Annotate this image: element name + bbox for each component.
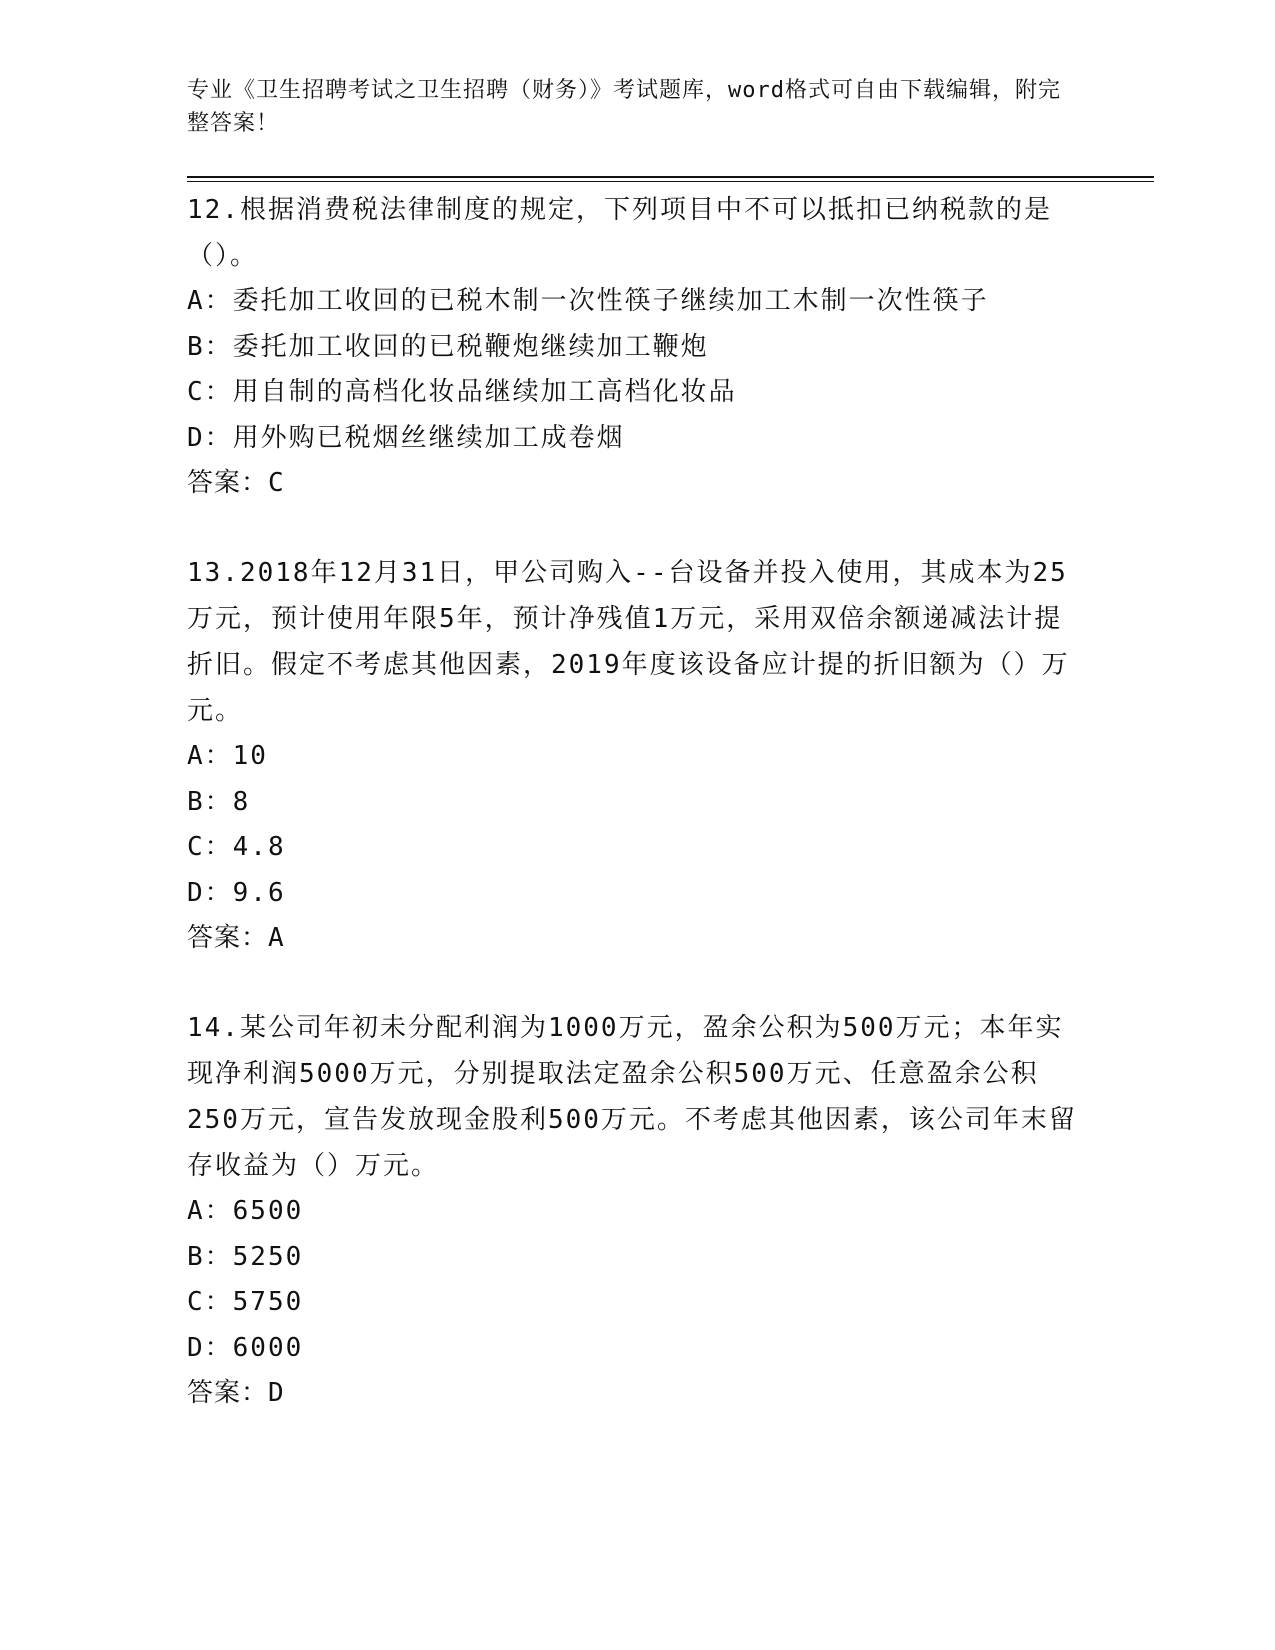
option-c: C：用自制的高档化妆品继续加工高档化妆品 [187, 377, 737, 407]
option-c: C：5750 [187, 1287, 304, 1317]
question-stem: 13.2018年12月31日，甲公司购入--台设备并投入使用，其成本为25万元，预计使用年限5年，预计净残值1万元，采用双倍余额递减法计提折旧。假定不考虑其他因素，2019年度该设备应计提的折旧额为（）万元。 [187, 558, 1070, 726]
option-c: C：4.8 [187, 832, 286, 862]
header-divider-thin [187, 181, 1154, 182]
question-13 [187, 550, 1077, 961]
answer: 答案：D [187, 1378, 285, 1408]
question-stem: 14.某公司年初未分配利润为1000万元，盈余公积为500万元；本年实现净利润5000万元，分别提取法定盈余公积500万元、任意盈余公积250万元，宣告发放现金股利500万元。不考虑其他因素，该公司年末留存收益为（）万元。 [187, 1013, 1077, 1181]
option-a: A：委托加工收回的已税木制一次性筷子继续加工木制一次性筷子 [187, 286, 989, 316]
option-b: B：5250 [187, 1241, 304, 1272]
option-d: D：用外购已税烟丝继续加工成卷烟 [187, 422, 625, 453]
option-d: D：9.6 [187, 877, 286, 908]
answer: 答案：C [187, 468, 285, 498]
option-b: B：委托加工收回的已税鞭炮继续加工鞭炮 [187, 331, 709, 362]
question-12 [187, 187, 1077, 506]
option-a: A：6500 [187, 1196, 304, 1226]
option-d: D：6000 [187, 1332, 304, 1363]
question-14 [187, 1005, 1077, 1416]
answer: 答案：A [187, 923, 285, 953]
option-a: A：10 [187, 741, 268, 771]
header-note: 专业《卫生招聘考试之卫生招聘（财务）》考试题库，word格式可自由下载编辑，附完整答案！ [187, 78, 1061, 136]
header-divider-thick [187, 176, 1154, 178]
option-b: B：8 [187, 786, 251, 817]
question-stem: 12.根据消费税法律制度的规定，下列项目中不可以抵扣已纳税款的是（）。 [187, 195, 1052, 271]
